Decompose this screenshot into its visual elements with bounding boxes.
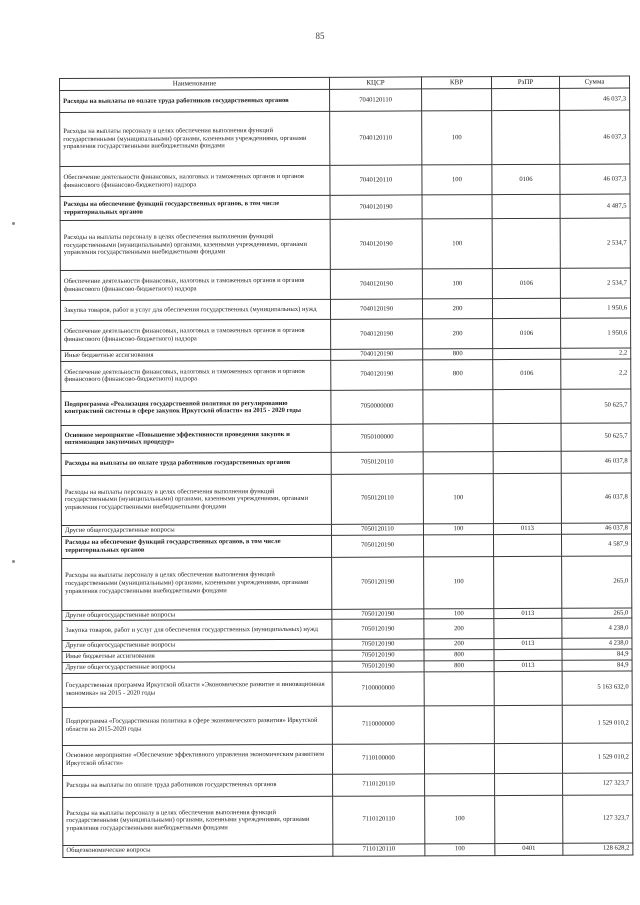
- row-kcsr: 7050120190: [332, 619, 424, 639]
- table-row: [63, 773, 633, 797]
- row-rzpr: 0113: [494, 660, 562, 671]
- row-rzpr: [493, 423, 561, 451]
- row-sum: 2 534,7: [560, 218, 630, 268]
- row-name: Основное мероприятие «Повышение эффективности проведения закупок и оптимизация закупочных процедур»: [61, 424, 331, 453]
- row-rzpr: [492, 194, 560, 218]
- row-rzpr: [494, 649, 562, 660]
- row-kvr: [424, 743, 494, 773]
- table-row: [60, 218, 630, 270]
- table-row: [61, 534, 631, 558]
- row-kvr: 800: [424, 650, 494, 661]
- scan-dot: [12, 560, 15, 563]
- row-rzpr: [492, 298, 560, 318]
- row-sum: 265,0: [562, 556, 632, 608]
- page-number: 85: [315, 31, 325, 41]
- header-name: Наименование: [60, 77, 330, 90]
- row-kvr: 100: [425, 843, 495, 855]
- row-name: Расходы на выплаты персоналу в целях обеспечения выполнения функций государственными (муниципальными) органами, казенными учреждениями, органами управления государственными внебюджетными фондами: [60, 111, 330, 166]
- row-kvr: [422, 89, 492, 111]
- row-kvr: 800: [423, 349, 493, 360]
- row-name: Обеспечение деятельности финансовых, налоговых и таможенных органов и органов финансового (финансово-бюджетного) надзора: [60, 269, 330, 300]
- row-name: Расходы на обеспечение функций государственных органов, в том числе территориальных органов: [60, 195, 330, 220]
- row-rzpr: [493, 473, 561, 523]
- row-rzpr: [494, 705, 562, 743]
- row-kcsr: 7050120190: [332, 650, 424, 661]
- row-rzpr: 0106: [492, 164, 560, 194]
- row-name: Другие общегосударственные вопросы: [61, 524, 331, 536]
- row-name: Общеэкономические вопросы: [63, 844, 333, 857]
- table-row: [63, 795, 633, 845]
- row-kvr: 200: [424, 639, 494, 650]
- row-sum: 127 323,7: [563, 795, 633, 843]
- row-kvr: 200: [424, 619, 494, 639]
- row-kvr: 100: [423, 473, 493, 523]
- row-kcsr: 7050120190: [332, 639, 424, 650]
- row-kcsr: 7050120190: [331, 535, 423, 557]
- row-rzpr: 0113: [494, 608, 562, 619]
- table-row: [60, 110, 630, 166]
- scan-dot: [12, 222, 15, 225]
- row-sum: 2,2: [561, 359, 631, 389]
- row-sum: 2,2: [561, 348, 631, 359]
- row-sum: 4 487,5: [560, 194, 630, 218]
- table-body: [60, 88, 633, 857]
- row-sum: 5 163 632,0: [562, 671, 632, 705]
- header-kcsr: КЦСР: [329, 77, 421, 89]
- table-row: [60, 268, 630, 300]
- row-kcsr: 7110120110: [333, 844, 425, 856]
- row-kvr: 100: [424, 608, 494, 619]
- row-rzpr: [493, 348, 561, 359]
- row-kvr: 100: [422, 165, 492, 195]
- table-row: [60, 194, 630, 220]
- row-kvr: [423, 389, 493, 423]
- row-sum: 127 323,7: [563, 773, 633, 795]
- row-kvr: [424, 705, 494, 743]
- header-sum: Сумма: [559, 76, 629, 88]
- header-kvr: КВР: [421, 77, 491, 89]
- table-row: [60, 88, 630, 112]
- row-kcsr: 7040120190: [330, 195, 422, 219]
- row-kvr: [425, 773, 495, 795]
- row-name: Обеспечение деятельности финансовых, налоговых и таможенных органов и органов финансового (финансово-бюджетного) надзора: [60, 165, 330, 196]
- row-kcsr: 7110000000: [332, 706, 424, 744]
- table-row: [62, 743, 632, 775]
- row-name: Закупка товаров, работ и услуг для обеспечения государственных (муниципальных) нужд: [60, 299, 330, 320]
- table-row: [62, 705, 632, 745]
- row-rzpr: 0113: [493, 523, 561, 534]
- row-rzpr: [493, 451, 561, 473]
- row-name: Другие общегосударственные вопросы: [62, 661, 332, 673]
- row-name: Подпрограмма «Реализация государственной политики по регулированию контрактной системы в сфере закупок Иркутской области» на 2015 - 2020 годы: [61, 390, 331, 425]
- row-kcsr: 7050120110: [331, 452, 423, 474]
- row-sum: 50 625,7: [561, 389, 631, 423]
- row-sum: 84,9: [562, 649, 632, 660]
- row-kcsr: 7050120190: [332, 557, 424, 609]
- row-rzpr: [495, 795, 563, 843]
- table-row: [62, 556, 632, 610]
- table-row: [61, 451, 631, 475]
- row-kcsr: 7050120110: [331, 524, 423, 535]
- row-name: Обеспечение деятельности финансовых, налоговых и таможенных органов и органов финансового (финансово-бюджетного) надзора: [61, 319, 331, 350]
- row-rzpr: 0401: [495, 843, 563, 855]
- row-sum: 4 238,0: [562, 618, 632, 638]
- row-sum: 46 037,3: [560, 110, 630, 164]
- row-kvr: 800: [424, 661, 494, 672]
- row-kvr: [423, 451, 493, 473]
- table-row: [61, 423, 631, 453]
- row-sum: 46 037,3: [560, 88, 630, 110]
- row-kvr: 100: [423, 523, 493, 534]
- row-name: Закупка товаров, работ и услуг для обеспечения государственных (муниципальных) нужд: [62, 620, 332, 641]
- row-kvr: 100: [425, 795, 495, 843]
- budget-table: [59, 76, 633, 858]
- row-name: Иные бюджетные ассигнования: [62, 651, 332, 663]
- row-rzpr: [494, 743, 562, 773]
- row-name: Подпрограмма «Государственная политика в сфере экономического развития» Иркутской области на 2015-2020 годы: [62, 706, 332, 745]
- row-rzpr: 0106: [493, 359, 561, 389]
- row-kcsr: 7050120190: [332, 609, 424, 620]
- row-rzpr: 0106: [493, 318, 561, 348]
- row-sum: 1 950,6: [560, 298, 630, 318]
- header-rzpr: РзПР: [491, 76, 559, 88]
- row-kcsr: 7050120110: [331, 474, 423, 524]
- row-kvr: [423, 423, 493, 451]
- row-name: Обеспечение деятельности финансовых, налоговых и таможенных органов и органов финансового (финансово-бюджетного) надзора: [61, 360, 331, 391]
- row-kcsr: 7110120110: [333, 774, 425, 796]
- table-row: [60, 164, 630, 196]
- row-rzpr: [494, 619, 562, 639]
- row-sum: 4 587,9: [561, 534, 631, 556]
- row-kcsr: 7050100000: [331, 424, 423, 452]
- row-kcsr: 7050120190: [332, 661, 424, 672]
- row-kvr: 200: [423, 319, 493, 349]
- row-kvr: [424, 671, 494, 705]
- table-row: [63, 843, 633, 857]
- row-sum: 50 625,7: [561, 423, 631, 451]
- row-sum: 46 037,8: [561, 451, 631, 473]
- row-kcsr: 7050000000: [331, 390, 423, 424]
- row-kcsr: 7110100000: [332, 744, 424, 774]
- row-sum: 46 037,8: [561, 523, 631, 534]
- row-name: Другие общегосударственные вопросы: [62, 640, 332, 652]
- row-rzpr: [492, 110, 560, 164]
- row-kcsr: 7040120190: [330, 269, 422, 299]
- table-row: [61, 359, 631, 391]
- row-rzpr: [492, 88, 560, 110]
- row-kcsr: 7100000000: [332, 672, 424, 706]
- row-name: Расходы на выплаты персоналу в целях обеспечения выполнения функций государственными (муниципальными) органами, казенными учреждениями, органами управления государственными внебюджетными фондами: [61, 474, 331, 525]
- row-sum: 265,0: [562, 608, 632, 619]
- row-kcsr: 7040120190: [330, 299, 422, 319]
- row-name: Расходы на выплаты по оплате труда работников государственных органов: [60, 89, 330, 112]
- row-name: Расходы на выплаты персоналу в целях обеспечения выполнения функций государственными (муниципальными) органами, казенными учреждениями, органами управления государственными внебюджетными фондами: [60, 219, 330, 270]
- row-kcsr: 7040120190: [331, 319, 423, 349]
- row-kvr: [422, 195, 492, 219]
- row-name: Расходы на выплаты персоналу в целях обеспечения выполнения функций государственными (муниципальными) органами, казенными учреждениями, органами управления государственными внебюджетными фондами: [63, 796, 333, 845]
- row-rzpr: [494, 556, 562, 608]
- row-rzpr: 0113: [494, 639, 562, 650]
- row-sum: 46 037,8: [561, 473, 631, 523]
- row-name: Расходы на выплаты по оплате труда работников государственных органов: [63, 774, 333, 797]
- row-kvr: 800: [423, 359, 493, 389]
- row-sum: 1 529 010,2: [562, 705, 632, 743]
- row-kcsr: 7040120190: [331, 349, 423, 360]
- row-rzpr: 0106: [492, 268, 560, 298]
- row-kcsr: 7040120190: [331, 360, 423, 390]
- table-row: [62, 618, 632, 640]
- row-sum: 2 534,7: [560, 268, 630, 298]
- table-row: [60, 298, 630, 320]
- row-kcsr: 7040120110: [330, 89, 422, 111]
- table-row: [62, 671, 632, 707]
- row-rzpr: [495, 773, 563, 795]
- table-row: [61, 389, 631, 425]
- row-sum: 128 628,2: [563, 843, 633, 855]
- row-sum: 4 238,0: [562, 638, 632, 649]
- row-kvr: 100: [422, 269, 492, 299]
- row-name: Основное мероприятие «Обеспечение эффективного управления экономическим развитием Иркутской области»: [62, 744, 332, 775]
- row-kvr: 100: [424, 556, 494, 608]
- row-rzpr: [493, 534, 561, 556]
- row-name: Расходы на выплаты персоналу в целях обеспечения выполнения функций государственными (муниципальными) органами, казенными учреждениями, органами управления государственными внебюджетными фондами: [62, 557, 332, 610]
- row-kcsr: 7040120190: [330, 219, 422, 269]
- row-name: Государственная программа Иркутской области «Экономическое развитие и инновационная экономика» на 2015 - 2020 годы: [62, 672, 332, 707]
- row-name: Другие общегосударственные вопросы: [62, 609, 332, 621]
- row-kcsr: 7040120110: [330, 165, 422, 195]
- row-name: Расходы на обеспечение функций государственных органов, в том числе территориальных органов: [61, 535, 331, 558]
- row-sum: 1 529 010,2: [562, 743, 632, 773]
- row-name: Иные бюджетные ассигнования: [61, 349, 331, 361]
- row-kcsr: 7040120110: [330, 111, 422, 165]
- row-sum: 1 950,6: [561, 318, 631, 348]
- row-kvr: 100: [422, 111, 492, 165]
- row-kvr: [423, 534, 493, 556]
- row-kvr: 100: [422, 219, 492, 269]
- table-row: [61, 473, 631, 525]
- row-sum: 84,9: [562, 660, 632, 671]
- row-rzpr: [494, 671, 562, 705]
- row-rzpr: [493, 389, 561, 423]
- table-row: [61, 318, 631, 350]
- row-kcsr: 7110120110: [333, 796, 425, 844]
- row-rzpr: [492, 218, 560, 268]
- row-name: Расходы на выплаты по оплате труда работников государственных органов: [61, 452, 331, 475]
- row-kvr: 200: [422, 299, 492, 319]
- row-sum: 46 037,3: [560, 164, 630, 194]
